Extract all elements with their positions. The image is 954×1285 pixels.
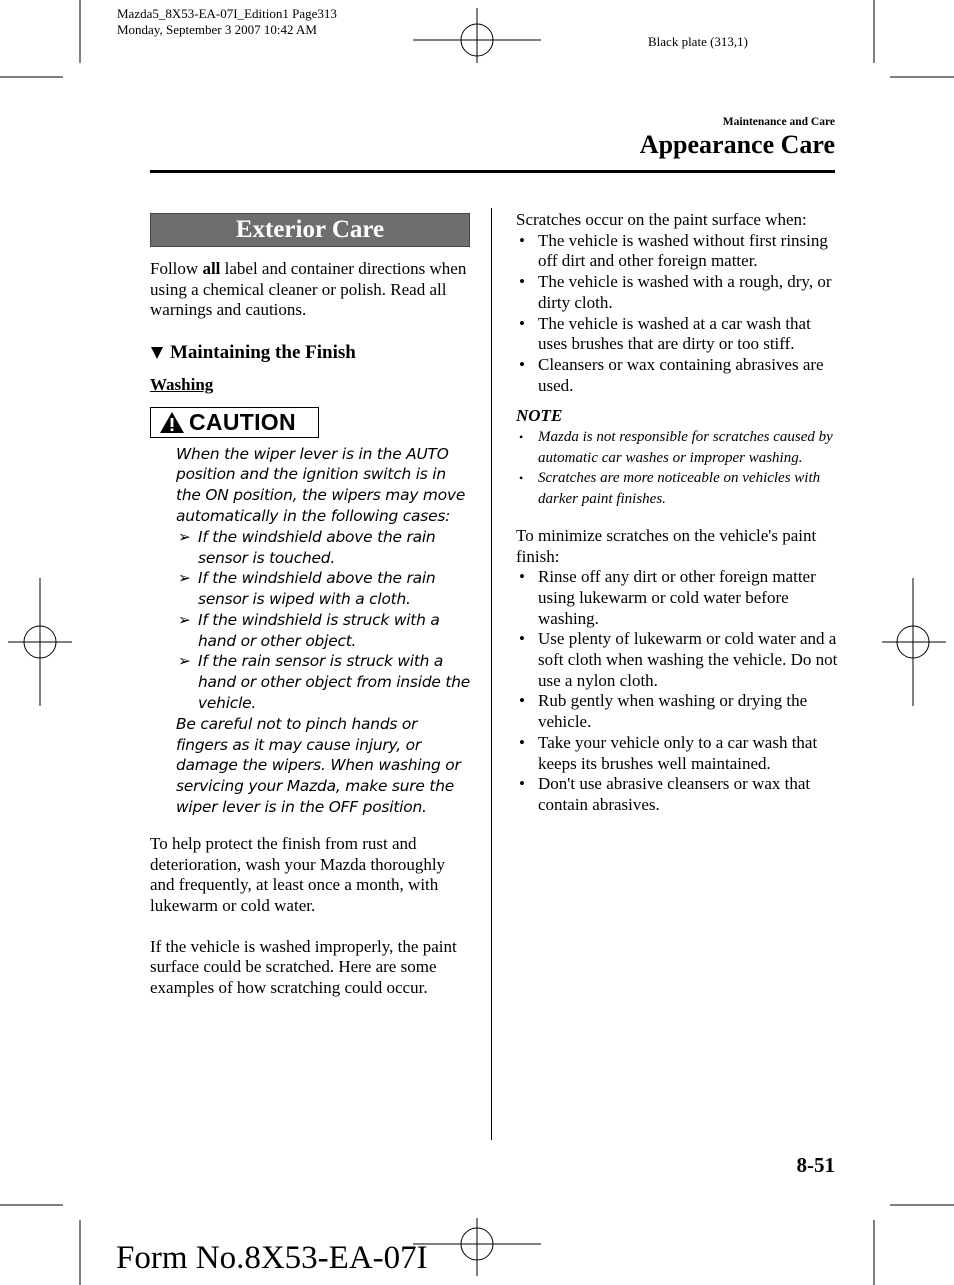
intro-text-end: label and container directions when using a chemical cleaner or polish. Read all warnings and cautions.	[150, 259, 467, 320]
right-column	[516, 210, 838, 816]
bullet-icon: •	[519, 313, 525, 333]
list-item-text: Use plenty of lukewarm or cold water and a soft cloth when washing the vehicle. Do not use a nylon cloth.	[538, 629, 838, 690]
washing-heading: Washing	[150, 374, 214, 394]
list-item-text: Rinse off any dirt or other foreign matter using lukewarm or cold water before washing.	[538, 567, 816, 628]
caution-intro: When the wiper lever is in the AUTO position and the ignition switch is in the ON position, the wipers may move automatically in the following cases:	[176, 444, 466, 525]
caution-item	[176, 610, 470, 652]
minimize-intro: To minimize scratches on the vehicle's paint finish:	[516, 525, 817, 566]
list-item	[516, 774, 838, 815]
minimize-tips-list	[516, 567, 838, 815]
list-item	[516, 231, 838, 272]
header-rule	[150, 170, 835, 173]
intro-text-bold: all	[202, 259, 221, 278]
page-number: 8-51	[796, 1153, 835, 1177]
protect-finish-paragraph: To help protect the finish from rust and deterioration, wash your Mazda thoroughly and frequently, at least once a month, with lukewarm or cold water.	[150, 833, 446, 915]
bullet-icon: •	[519, 629, 525, 649]
arrow-bullet-icon: ➢	[178, 527, 191, 546]
caution-item	[176, 568, 470, 610]
list-item-text: Cleansers or wax containing abrasives are used.	[538, 354, 824, 395]
arrow-bullet-icon: ➢	[178, 652, 191, 671]
warning-triangle-icon	[159, 411, 185, 434]
scratch-causes-list	[516, 231, 838, 397]
list-item-text: The vehicle is washed without first rinsing off dirt and other foreign matter.	[538, 230, 828, 271]
bullet-icon: •	[519, 691, 525, 711]
maintaining-finish-heading	[150, 343, 470, 364]
intro-paragraph	[150, 259, 470, 321]
arrow-bullet-icon: ➢	[178, 610, 191, 629]
section-category: Maintenance and Care	[722, 116, 835, 128]
print-header-info	[117, 6, 337, 38]
note-heading: NOTE	[516, 406, 563, 426]
list-item	[516, 733, 838, 774]
caution-label: CAUTION	[189, 408, 296, 435]
list-item-text: The vehicle is washed at a car wash that uses brushes that are dirty or too stiff.	[538, 313, 811, 354]
bullet-icon: •	[519, 430, 524, 445]
note-item	[516, 427, 838, 468]
list-item	[516, 314, 838, 355]
note-item	[516, 468, 838, 509]
list-item	[516, 567, 838, 629]
list-item	[516, 691, 838, 732]
caution-item-text: If the windshield is struck with a hand or other object.	[198, 610, 440, 650]
caution-box	[150, 407, 319, 438]
bullet-icon: •	[519, 272, 525, 292]
list-item-text: Take your vehicle only to a car wash that keeps its brushes well maintained.	[538, 732, 818, 773]
bullet-icon: •	[519, 471, 524, 486]
list-item	[516, 272, 838, 313]
column-divider	[491, 208, 492, 1140]
section-title: Appearance Care	[639, 130, 835, 159]
list-item	[516, 355, 838, 396]
list-item-text: Rub gently when washing or drying the vehicle.	[538, 691, 808, 732]
caution-item-text: If the rain sensor is struck with a hand or other object from inside the vehicle.	[198, 652, 471, 713]
caution-text	[176, 444, 470, 818]
bullet-icon: •	[519, 230, 525, 250]
improper-wash-paragraph: If the vehicle is washed improperly, the paint surface could be scratched. Here are some examples of how scratching could occur.	[150, 936, 457, 998]
scratch-intro: Scratches occur on the paint surface when:	[516, 210, 807, 229]
subhead-label: Maintaining the Finish	[170, 342, 356, 364]
caution-outro: Be careful not to pinch hands or fingers as it may cause injury, or damage the wipers. When washing or servicing your Mazda, make sure the wiper lever is in the OFF position.	[176, 714, 461, 817]
arrow-bullet-icon: ➢	[178, 569, 191, 588]
bullet-icon: •	[519, 567, 525, 587]
intro-text-start: Follow	[150, 259, 203, 278]
list-item-text: The vehicle is washed with a rough, dry, or dirty cloth.	[538, 272, 832, 312]
print-header-line2: Monday, September 3 2007 10:42 AM	[117, 22, 317, 37]
note-item-text: Scratches are more noticeable on vehicles with darker paint finishes.	[538, 470, 821, 508]
plate-label: Black plate (313,1)	[648, 34, 748, 49]
print-header-line1: Mazda5_8X53-EA-07I_Edition1 Page313	[117, 6, 337, 21]
bullet-icon: •	[519, 354, 525, 374]
caution-item	[176, 527, 470, 569]
left-column	[150, 213, 470, 999]
caution-list	[176, 527, 470, 714]
bullet-icon: •	[519, 774, 525, 794]
list-item	[516, 629, 838, 691]
caution-item-text: If the windshield above the rain sensor is wiped with a cloth.	[198, 569, 436, 609]
list-item-text: Don't use abrasive cleansers or wax that contain abrasives.	[538, 774, 811, 814]
form-number: Form No.8X53-EA-07I	[116, 1240, 428, 1276]
exterior-care-banner: Exterior Care	[150, 213, 470, 247]
note-item-text: Mazda is not responsible for scratches caused by automatic car washes or improper washing.	[538, 429, 833, 466]
caution-item-text: If the windshield above the rain sensor is touched.	[198, 527, 436, 567]
triangle-down-icon	[151, 347, 163, 359]
caution-item	[176, 651, 470, 713]
bullet-icon: •	[519, 732, 525, 752]
note-list	[516, 427, 838, 510]
